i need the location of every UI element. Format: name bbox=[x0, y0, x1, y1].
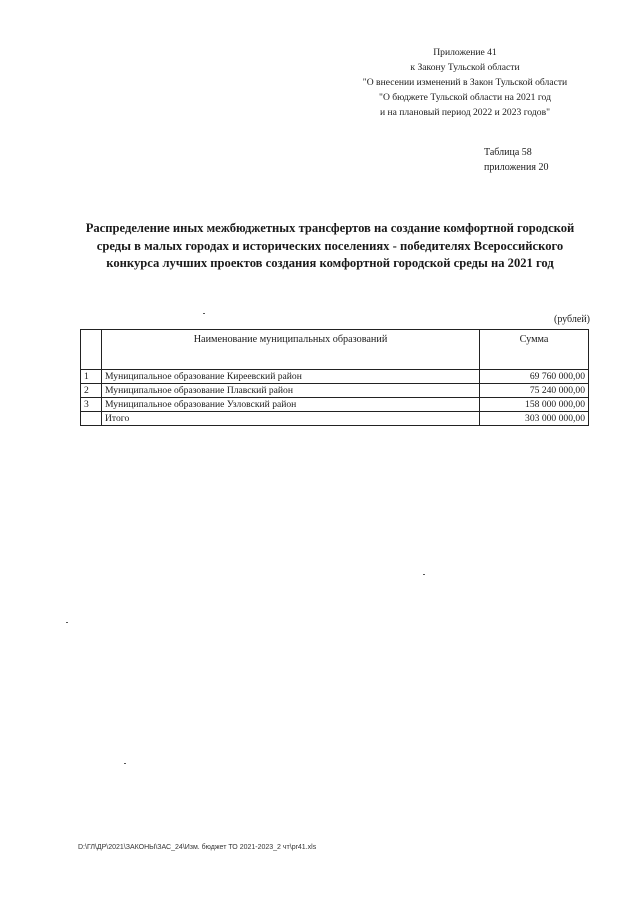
table-reference bbox=[484, 145, 594, 175]
header-name: Наименование муниципальных образований bbox=[102, 330, 480, 370]
title-line: Распределение иных межбюджетных трансфертов на создание комфортной городской bbox=[85, 221, 575, 235]
scan-speck bbox=[124, 763, 126, 764]
header-sum: Сумма bbox=[480, 330, 589, 370]
scan-speck bbox=[66, 622, 68, 623]
total-row bbox=[81, 412, 589, 426]
row-sum: 75 240 000,00 bbox=[480, 384, 589, 398]
row-sum: 69 760 000,00 bbox=[480, 370, 589, 384]
row-number: 1 bbox=[81, 370, 102, 384]
total-sum: 303 000 000,00 bbox=[480, 412, 589, 426]
document-title bbox=[70, 220, 590, 273]
table-row bbox=[81, 370, 589, 384]
appendix-header bbox=[340, 45, 590, 120]
total-number bbox=[81, 412, 102, 426]
table-row bbox=[81, 398, 589, 412]
row-sum: 158 000 000,00 bbox=[480, 398, 589, 412]
row-name: Муниципальное образование Узловский район bbox=[102, 398, 480, 412]
table-header-row bbox=[81, 330, 589, 370]
total-label: Итого bbox=[102, 412, 480, 426]
header-num bbox=[81, 330, 102, 370]
row-name: Муниципальное образование Киреевский район bbox=[102, 370, 480, 384]
header-line: к Закону Тульской области bbox=[410, 62, 520, 73]
header-line: "О внесении изменений в Закон Тульской области bbox=[362, 77, 568, 88]
row-number: 3 bbox=[81, 398, 102, 412]
table-number: Таблица 58 bbox=[484, 147, 532, 158]
header-line: "О бюджете Тульской области на 2021 год bbox=[379, 92, 551, 103]
units-label: (рублей) bbox=[553, 314, 590, 325]
transfers-table bbox=[80, 329, 589, 426]
table-row bbox=[81, 384, 589, 398]
file-path-footer: D:\ГЛ\ДР\2021\ЗАКОНЫ\ЗАС_24\Изм. бюджет ТО 2021-2023_2 чт\pr41.xls bbox=[78, 844, 317, 851]
header-line: и на плановый период 2022 и 2023 годов" bbox=[379, 107, 551, 118]
title-line: среды в малых городах и исторических поселениях - победителях Всероссийского bbox=[96, 238, 564, 253]
row-name: Муниципальное образование Плавский район bbox=[102, 384, 480, 398]
row-number: 2 bbox=[81, 384, 102, 398]
header-line: Приложение 41 bbox=[433, 47, 497, 58]
title-line: конкурса лучших проектов создания комфортной городской среды на 2021 год bbox=[106, 256, 554, 270]
appendix-number: приложения 20 bbox=[484, 162, 549, 173]
scan-speck bbox=[423, 574, 425, 575]
scan-speck bbox=[203, 313, 205, 314]
